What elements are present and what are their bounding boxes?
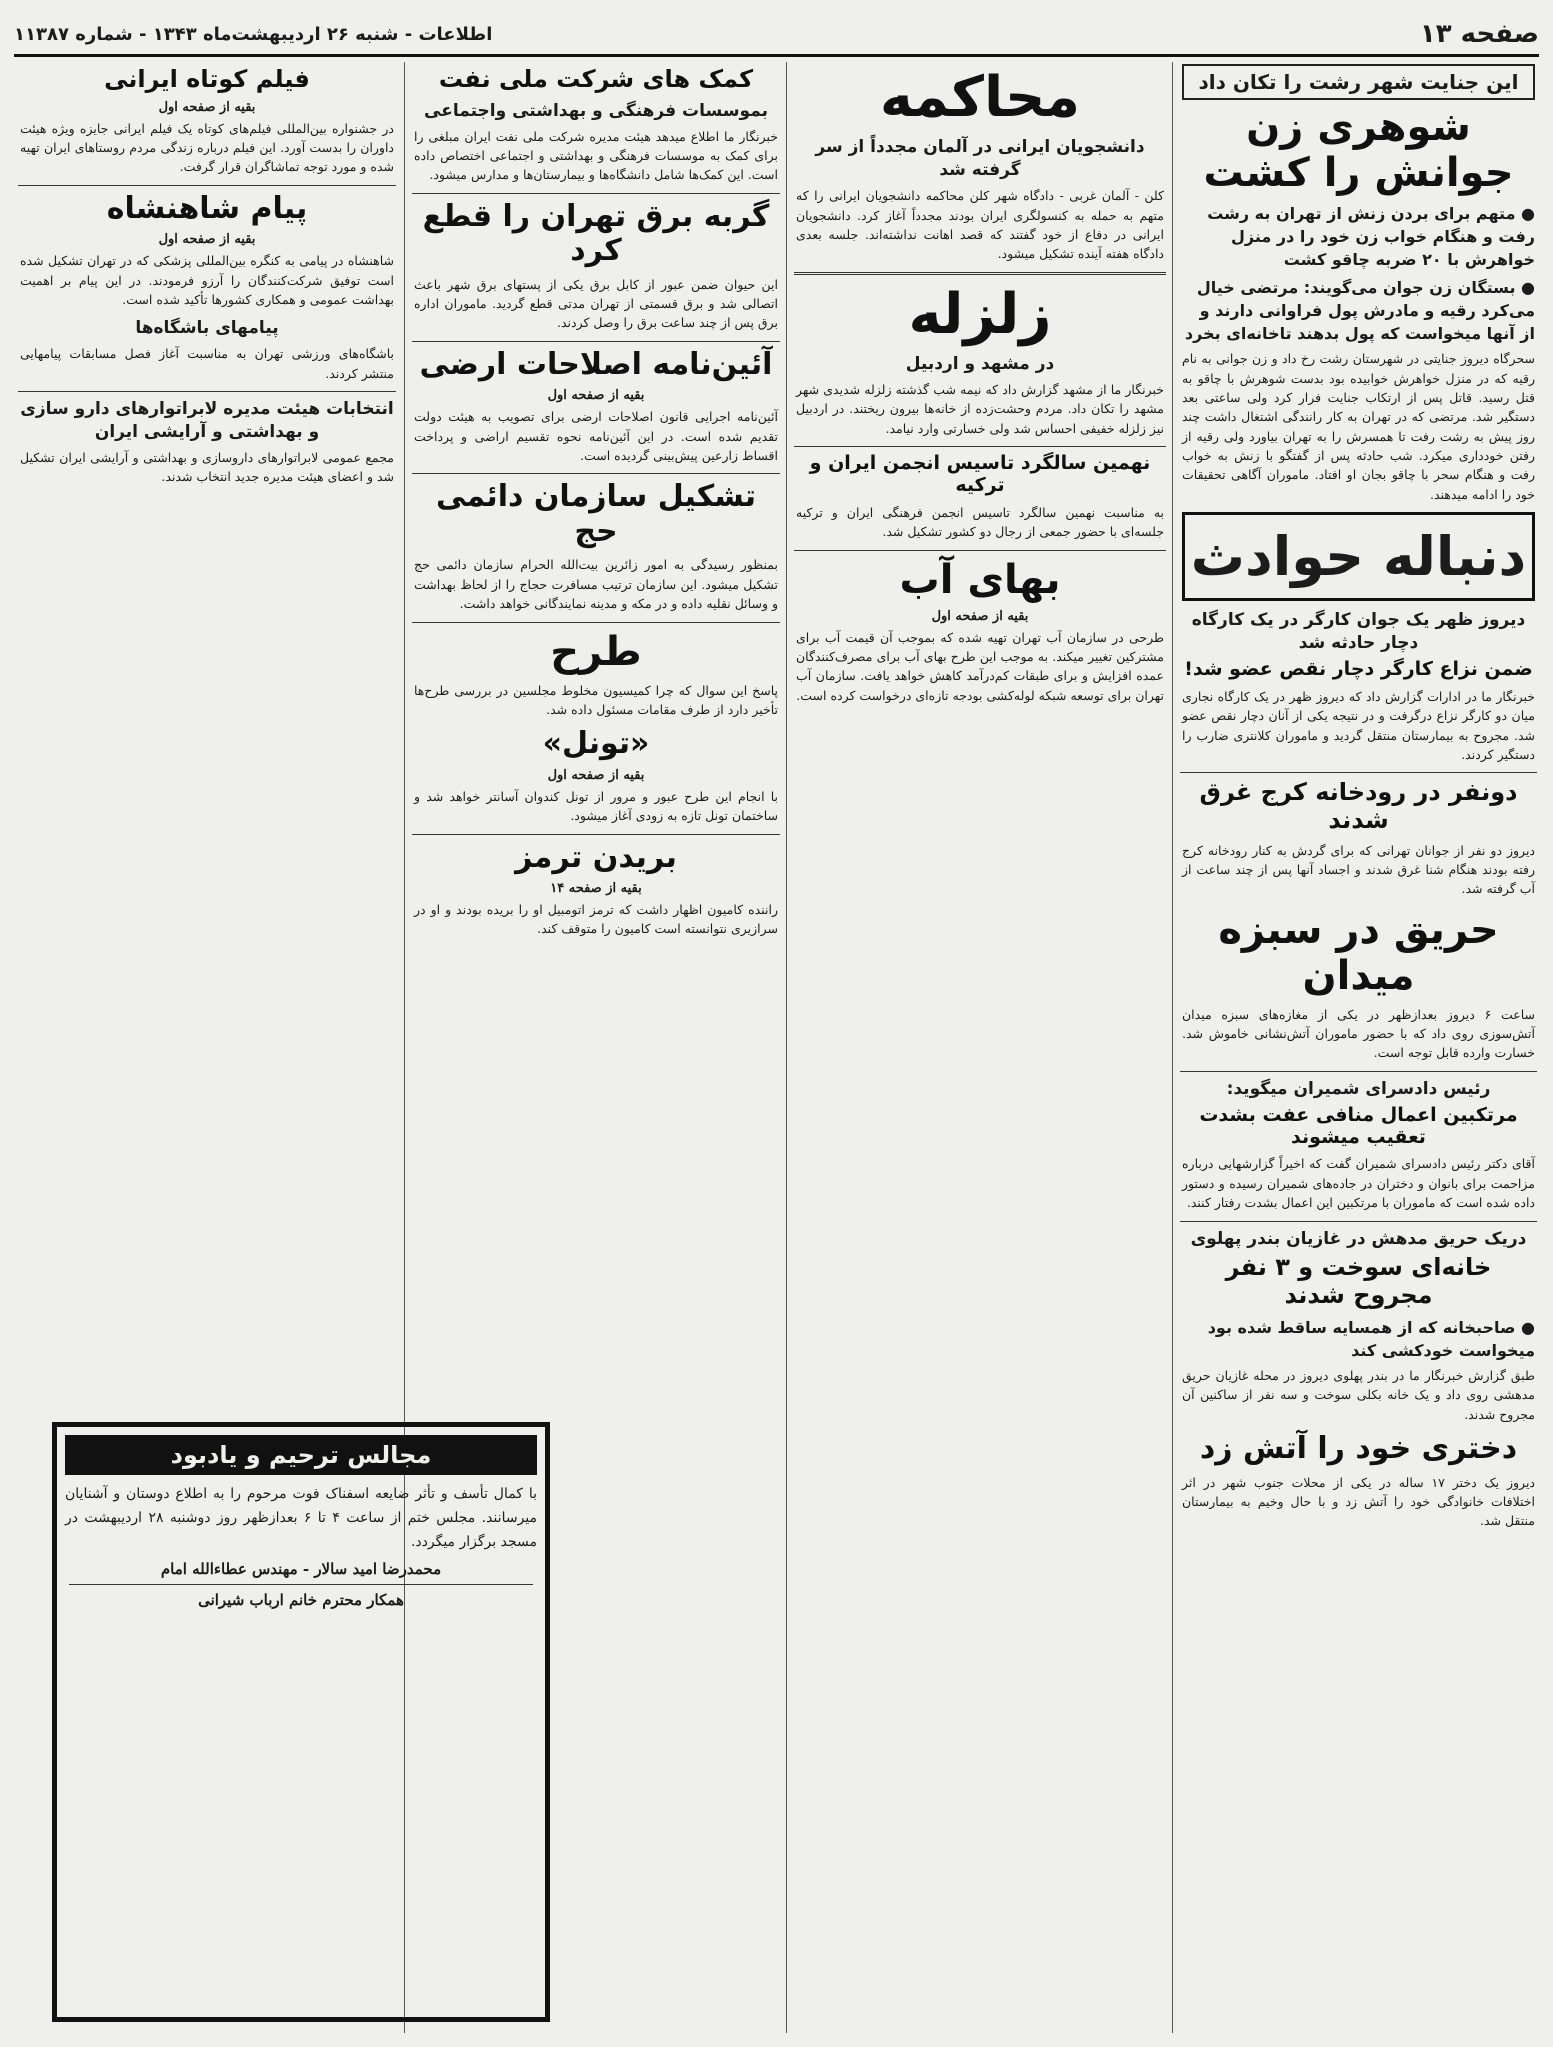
article-bullet: ● صاحبخانه که از همسایه ساقط شده بود میخواست خودکشی کند	[1207, 1317, 1535, 1360]
memorial-names: محمدرضا امید سالار - مهندس عطاءالله امام	[160, 1560, 442, 1579]
article-body: خبرنگار ما از مشهد گزارش داد که نیمه شب گذشته زلزله شدیدی شهر مشهد را تکان داد. مردم وحشت‌زده از خانه‌ها بیرون ریختند. در اردبیل نیز زلزله خفیفی احساس شد ولی خسارتی وارد نیامد.	[796, 382, 1164, 436]
page-number: صفحه ۱۳	[1419, 19, 1539, 49]
article-subheadline: دانشجویان ایرانی در آلمان مجدداً از سر گرفته شد	[815, 137, 1145, 181]
column-mid-right	[790, 62, 1170, 2032]
article-body: سحرگاه دیروز جنایتی در شهرستان رشت رخ داد و زن جوانی به نام رقیه که در منزل خواهرش خوابیده بود بدست شوهرش با چاقو به قتل رسید. قاتل پس از ارتکاب جنایت فرار کرد ولی ساعتی بعد دستگیر شد. مرتضی که در تهران به کار رانندگی اشتغال داشت چند روز پیش به رشت رفت تا همسرش را به تهران بیاورد ولی رقیه از رفتن خودداری میکرد. شب حادثه پس از گفتگو با زنش به خواب رفت و هنگام سحر با چاقو بجان او افتاد. ماموران آگاهی تحقیقات خود را ادامه میدهند.	[1182, 351, 1535, 502]
article-headline: «تونل»	[542, 726, 650, 762]
article-headline: کمک های شرکت ملی نفت	[438, 65, 754, 93]
column-rule	[786, 62, 787, 2033]
article-kicker: دریک حریق مدهش در غازیان بندر پهلوی	[1190, 1228, 1527, 1249]
article-body: باشگاه‌های ورزشی تهران به مناسبت آغاز فصل مسابقات پیامهایی منتشر کردند.	[20, 346, 394, 381]
continued-from: بقیه از صفحه اول	[931, 608, 1029, 624]
article-land-reform	[414, 348, 778, 466]
article-body: مجمع عمومی لابراتوارهای داروسازی و بهداشتی و آرایشی ایران تشکیل شد و اعضای هیئت مدیره جدید انتخاب شدند.	[20, 449, 394, 485]
article-karaj-drowning	[1182, 779, 1535, 898]
article-iran-turkey-society	[796, 453, 1164, 541]
divider	[1180, 1071, 1537, 1072]
article-headline: ضمن نزاع کارگر دچار نقص عضو شد!	[1184, 658, 1533, 680]
article-subheadline: بموسسات فرهنگی و بهداشتی واجتماعی	[424, 100, 768, 121]
article-body: طرحی در سازمان آب تهران تهیه شده که بموجب آن قیمت آب برای مشترکین تغییر میکند. به موجب این طرح بهای آب برای مصرف‌کنندگان عمده افزایش و برای طبقات کم‌درآمد کاهش خواهد یافت. سازمان آب تهران برای توسعه شبکه لوله‌کشی بودجه تازه‌ای درخواست کرده است.	[796, 629, 1164, 703]
article-body: بمنظور رسیدگی به امور زائرین بیت‌الله الحرام سازمان دائمی حج تشکیل میشود. این سازمان ترتیب مسافرت حجاج را از لحاظ بهداشت و وسائل نقلیه داده و در مکه و مدینه نمایندگانی خواهد داشت.	[414, 557, 778, 612]
article-body: خبرنگار ما اطلاع میدهد هیئت مدیره شرکت ملی نفت ایران مبلغی را برای کمک به موسسات فرهنگی و بهداشتی و اجتماعی اختصاص داده است. این کمک‌ها شامل دانشگاه‌ها و بیمارستان‌ها و مدارس میشود.	[414, 128, 778, 183]
divider	[412, 834, 780, 835]
divider	[412, 622, 780, 623]
article-body: طبق گزارش خبرنگار ما در بندر پهلوی دیروز در محله غازیان حریق مدهشی روی داد و یک خانه بکلی سوخت و سه نفر از ساکنین آن مجروح شدند.	[1182, 1368, 1535, 1422]
article-club-messages	[20, 317, 394, 383]
article-body: این حیوان ضمن عبور از کابل برق یکی از پستهای برق شهر باعث اتصالی شد و برق قسمتی از تهران مدتی قطع گردید. ماموران اداره برق پس از چند ساعت برق را وصل کردند.	[414, 276, 778, 331]
article-kicker: این جنایت شهر رشت را تکان داد	[1182, 64, 1535, 100]
article-headline: بریدن ترمز	[515, 839, 677, 875]
divider	[412, 473, 780, 474]
divider	[412, 341, 780, 342]
article-headline: محاکمه	[879, 65, 1081, 130]
article-headline: فیلم کوتاه ایرانی	[104, 65, 310, 93]
article-body: راننده کامیون اظهار داشت که ترمز اتومبیل او را بریده بودند و او در سرازیری نتوانسته است کامیون را متوقف کند.	[414, 902, 778, 937]
continued-from: بقیه از صفحه اول	[158, 99, 256, 115]
continued-from: بقیه از صفحه ۱۴	[550, 881, 642, 897]
memorial-footer: همکار محترم خانم ارباب شیرانی	[198, 1591, 404, 1610]
article-bullet: ● بستگان زن جوان می‌گویند: مرتضی خیال می‌کرد رقیه و مادرش پول فراوانی دارند و از آنها میخواست که پول بدهند تاخانه‌ای بخرد	[1184, 277, 1535, 343]
article-body: در جشنواره بین‌المللی فیلم‌های کوتاه یک فیلم ایرانی جایزه ویژه هیئت داوران را بدست آورد. این فیلم درباره زندگی مردم روستاهای ایران تهیه شده و مورد توجه تماشاگران قرار گرفت.	[20, 120, 394, 175]
article-plan	[414, 629, 778, 720]
divider	[1180, 1221, 1537, 1222]
article-bandar-pahlavi-fire	[1182, 1228, 1535, 1425]
article-body: پاسخ این سوال که چرا کمیسیون مخلوط مجلسین در بررسی طرح‌ها تأخیر دارد از طرف مقامات مسئول داده شد.	[414, 682, 778, 717]
article-headline: حریق در سبزه میدان	[1218, 906, 1499, 999]
memorial-body: با کمال تأسف و تأثر ضایعه اسفناک فوت مرحوم را به اطلاع دوستان و آشنایان میرسانند. مجلس ختم از ساعت ۴ تا ۶ بعدازظهر روز دوشنبه ۲۸ اردیبهشت در مسجد برگزار میگردد.	[65, 1486, 538, 1550]
continued-from: بقیه از صفحه اول	[547, 767, 645, 783]
article-body: آئین‌نامه اجرایی قانون اصلاحات ارضی برای تصویب به هیئت دولت تقدیم شده است. در این آئین‌نامه نحوه تقسیم اراضی و پرداخت اقساط زارعین پیش‌بینی گردیده است.	[414, 409, 778, 464]
article-body: ساعت ۶ دیروز بعدازظهر در یکی از مغازه‌های سبزه میدان آتش‌سوزی روی داد که با حضور ماموران آتش‌نشانی خاموش شد. خسارت وارده قابل توجه است.	[1182, 1006, 1535, 1061]
article-headline: بهای آب	[899, 556, 1061, 603]
article-subheadline: در مشهد و اردبیل	[905, 354, 1055, 375]
page-header	[14, 14, 1539, 57]
article-kicker: دیروز ظهر یک جوان کارگر در یک کارگاه دچار حادثه شد	[1191, 610, 1526, 654]
article-headline: دختری خود را آتش زد	[1199, 1431, 1518, 1467]
continued-from: بقیه از صفحه اول	[158, 232, 256, 248]
article-headline: خانه‌ای سوخت و ۳ نفر مجروح شدند	[1225, 1253, 1492, 1310]
article-headline: آئین‌نامه اصلاحات ارضی	[419, 346, 773, 382]
article-subheadline: پیامهای باشگاه‌ها	[135, 318, 279, 339]
article-brake-cut	[414, 841, 778, 939]
article-iranian-short-film	[20, 66, 394, 177]
article-body: شاهنشاه در پیامی به کنگره بین‌المللی پزشکی که در تهران تشکیل شده است توفیق شرکت‌کنندگان را آرزو فرمودند. در این پیام بر اهمیت بهداشت عمومی و همکاری کشورها تأکید شده است.	[20, 253, 394, 307]
article-hajj-organization	[414, 480, 778, 613]
article-lab-elections	[20, 398, 394, 487]
column-left	[14, 62, 400, 1412]
article-headline: طرح	[550, 628, 642, 675]
article-shahanshah-message	[20, 192, 394, 310]
divider	[18, 391, 396, 392]
section-banner: دنباله حوادث	[1182, 512, 1535, 601]
article-headline: شوهری زن جوانش را کشت	[1203, 104, 1514, 196]
article-rasht-murder	[1182, 64, 1535, 504]
article-body: با انجام این طرح عبور و مرور از تونل کندوان آسانتر خواهد شد و ساختمان تونل تازه به زودی آغاز میشود.	[414, 788, 778, 824]
article-oil-company-aid	[414, 66, 778, 185]
continued-from: بقیه از صفحه اول	[547, 388, 645, 404]
article-trial	[796, 66, 1164, 264]
divider	[18, 185, 396, 186]
divider	[794, 272, 1166, 275]
article-girl-fire	[1182, 1432, 1535, 1531]
article-worker-fight	[1182, 609, 1535, 764]
divider	[412, 193, 780, 194]
article-body: کلن - آلمان غربی - دادگاه شهر کلن محاکمه دانشجویان ایرانی را که متهم به حمله به کنسولگری ایران بودند مجدداً آغاز کرد. دانشجویان ایرانی در دفاع از خود گفتند که قصد اهانت نداشته‌اند. جلسه بعدی دادگاه هفته آینده تشکیل میشود.	[796, 188, 1164, 262]
divider	[794, 446, 1166, 447]
article-headline: دونفر در رودخانه کرج غرق شدند	[1199, 778, 1518, 834]
divider	[69, 1584, 533, 1585]
article-kicker: رئیس دادسرای شمیران میگوید:	[1226, 1078, 1491, 1099]
article-bullet: ● متهم برای بردن زنش از تهران به رشت رفت و هنگام خواب زن خود را در منزل خواهرش با ۲۰ ضربه چاقو کشت	[1207, 204, 1535, 270]
article-headline: تشکیل سازمان دائمی حج	[435, 479, 757, 549]
column-right	[1176, 62, 1541, 2032]
article-cat-power-cut	[414, 200, 778, 333]
divider	[1180, 772, 1537, 773]
article-headline: گربه برق تهران را قطع کرد	[422, 198, 770, 269]
memorial-title: مجالس ترحیم و یادبود	[65, 1435, 537, 1475]
article-tunnel	[414, 727, 778, 825]
article-headline: پیام شاهنشاه	[106, 190, 308, 226]
article-earthquake	[796, 283, 1164, 438]
article-water-price	[796, 557, 1164, 706]
article-body: خبرنگار ما در ادارات گزارش داد که دیروز ظهر در یک کارگاه نجاری میان دو کارگر نزاع درگرفت و در نتیجه یکی از آنان دچار نقص عضو شد. مجروح به بیمارستان منتقل گردید و ماموران کلانتری ضارب را دستگیر کردند.	[1182, 688, 1535, 762]
column-rule	[1172, 62, 1173, 2033]
issue-line: اطلاعات - شنبه ۲۶ اردیبهشت‌ماه ۱۳۴۳ - شماره ۱۱۳۸۷	[14, 23, 493, 45]
article-headline: انتخابات هیئت مدیره لابراتوارهای دارو سازی و بهداشتی و آرایشی ایران	[20, 399, 394, 442]
article-body: دیروز دو نفر از جوانان تهرانی که برای گردش به کنار رودخانه کرج رفته بودند هنگام شنا غرق شدند و اجساد آنها پس از چند ساعت از آب گرفته شد.	[1182, 842, 1535, 897]
article-headline: مرتکبین اعمال منافی عفت بشدت تعقیب میشوند	[1199, 1103, 1518, 1148]
article-body: دیروز یک دختر ۱۷ ساله در یکی از محلات جنوب شهر در اثر اختلافات خانوادگی خود را آتش زد و با حال وخیم به بیمارستان منتقل شد.	[1182, 1474, 1535, 1529]
article-headline: نهمین سالگرد تاسیس انجمن ایران و ترکیه	[809, 452, 1151, 497]
article-shemiran-court	[1182, 1078, 1535, 1213]
divider	[794, 550, 1166, 551]
article-body: آقای دکتر رئیس دادسرای شمیران گفت که اخیراً گزارشهایی درباره مزاحمت برای بانوان و دختران در جاده‌های شمیران رسیده و دستور داده شده است که ماموران با مرتکبین این اعمال بشدت رفتار کنند.	[1182, 1156, 1535, 1211]
memorial-notice-box	[52, 1422, 550, 2022]
article-sabzeh-meydan-fire	[1182, 907, 1535, 1063]
article-body: به مناسبت نهمین سالگرد تاسیس انجمن فرهنگی ایران و ترکیه جلسه‌ای با حضور جمعی از رجال دو کشور تشکیل شد.	[796, 504, 1164, 540]
article-headline: زلزله	[908, 281, 1052, 347]
